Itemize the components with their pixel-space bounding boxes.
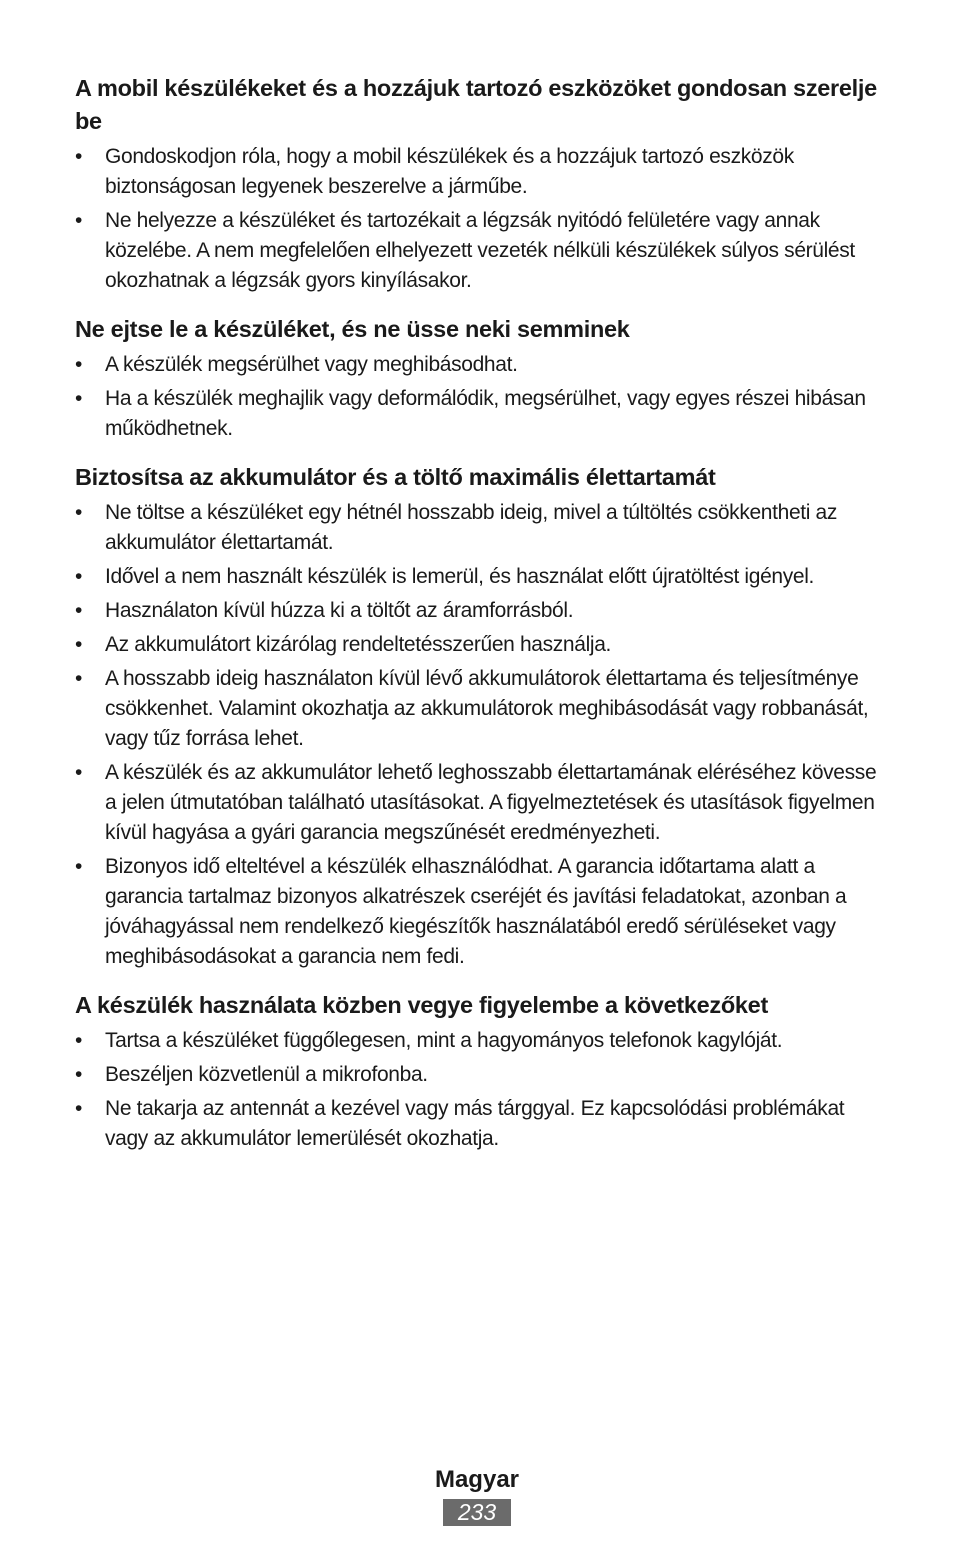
list-item [75, 1060, 885, 1090]
list-item [75, 1026, 885, 1056]
list-item-text: Bizonyos idő elteltével a készülék elhasználódhat. A garancia időtartama alatt a garancia tartalmaz bizonyos alkatrészek cseréjét és javítási feladatokat, azonban a jóváhagyással nem rendelkező kiegészítők használatából eredő sérüléseket vagy meghibásodásokat a garancia nem fedi. [105, 855, 847, 968]
list-item [75, 630, 885, 660]
list-item [75, 384, 885, 444]
bullet-icon: • [75, 501, 83, 524]
list-item [75, 1094, 885, 1154]
list-item-text: Beszéljen közvetlenül a mikrofonba. [105, 1063, 428, 1086]
list-item [75, 350, 885, 380]
section-drop-warning [75, 313, 885, 444]
list-item-text: Gondoskodjon róla, hogy a mobil készülékek és a hozzájuk tartozó eszközök biztonságosan legyenek beszerelve a járműbe. [105, 145, 794, 198]
list-item-text: Idővel a nem használt készülék is lemerül, és használat előtt újratöltést igényel. [105, 565, 815, 588]
list-item [75, 562, 885, 592]
list-item [75, 206, 885, 296]
footer-language: Magyar [434, 1466, 520, 1493]
list-item-text: Tartsa a készüléket függőlegesen, mint a hagyományos telefonok kagylóját. [105, 1029, 783, 1052]
list-item-text: Ha a készülék meghajlik vagy deformálódik, megsérülhet, vagy egyes részei hibásan működhetnek. [105, 387, 866, 440]
list-item [75, 596, 885, 626]
bullet-list [75, 350, 885, 444]
bullet-icon: • [75, 633, 83, 656]
list-item-text: A készülék megsérülhet vagy meghibásodhat. [105, 353, 518, 376]
list-item [75, 142, 885, 202]
bullet-icon: • [75, 599, 83, 622]
bullet-icon: • [75, 761, 83, 784]
list-item-text: Ne helyezze a készüléket és tartozékait a légzsák nyitódó felületére vagy annak közelébe. A nem megfelelően elhelyezett vezeték nélküli készülékek súlyos sérülést okozhatnak a légzsák gyors kinyílásakor. [105, 209, 855, 292]
section-usage-notes [75, 989, 885, 1154]
list-item [75, 852, 885, 972]
section-battery-life [75, 461, 885, 972]
bullet-icon: • [75, 209, 83, 232]
list-item-text: Ne takarja az antennát a kezével vagy más tárggyal. Ez kapcsolódási problémákat vagy az akkumulátor lemerülését okozhatja. [105, 1097, 845, 1150]
list-item-text: A hosszabb ideig használaton kívül lévő akkumulátorok élettartama és teljesítménye csökkenhet. Valamint okozhatja az akkumulátorok meghibásodását vagy robbanását, vagy tűz forrása lehet. [105, 667, 869, 750]
list-item [75, 758, 885, 848]
bullet-icon: • [75, 1063, 83, 1086]
page-footer [0, 1463, 954, 1526]
list-item-text: A készülék és az akkumulátor lehető leghosszabb élettartamának eléréséhez kövesse a jelen útmutatóban található utasításokat. A figyelmeztetések és utasítások figyelmen kívül hagyása a gyári garancia megszűnését eredményezheti. [105, 761, 877, 844]
bullet-icon: • [75, 1097, 83, 1120]
bullet-icon: • [75, 1029, 83, 1052]
list-item-text: Használaton kívül húzza ki a töltőt az áramforrásból. [105, 599, 574, 622]
bullet-icon: • [75, 387, 83, 410]
section-heading: A mobil készülékeket és a hozzájuk tartozó eszközöket gondosan szerelje be [75, 75, 877, 134]
bullet-list [75, 1026, 885, 1154]
list-item-text: Ne töltse a készüléket egy hétnél hosszabb ideig, mivel a túltöltés csökkentheti az akkumulátor élettartamát. [105, 501, 838, 554]
list-item [75, 498, 885, 558]
bullet-icon: • [75, 145, 83, 168]
document-body [75, 72, 885, 1158]
list-item [75, 664, 885, 754]
page-number: 233 [443, 1499, 511, 1526]
section-heading: Ne ejtse le a készüléket, és ne üsse neki semminek [75, 316, 630, 342]
section-heading: Biztosítsa az akkumulátor és a töltő maximális élettartamát [75, 464, 716, 490]
bullet-icon: • [75, 353, 83, 376]
bullet-list [75, 142, 885, 296]
bullet-list [75, 498, 885, 972]
bullet-icon: • [75, 855, 83, 878]
list-item-text: Az akkumulátort kizárólag rendeltetésszerűen használja. [105, 633, 612, 656]
bullet-icon: • [75, 667, 83, 690]
bullet-icon: • [75, 565, 83, 588]
section-heading: A készülék használata közben vegye figyelembe a következőket [75, 992, 768, 1018]
section-car-mounting [75, 72, 885, 296]
